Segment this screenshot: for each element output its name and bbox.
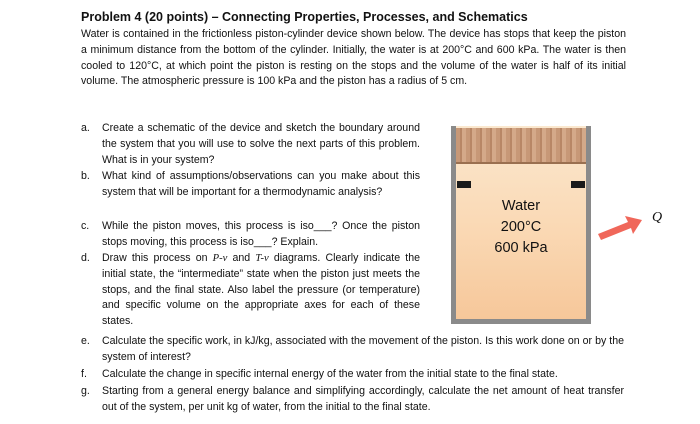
heat-q-label: Q	[652, 210, 663, 225]
tv-symbol: T-v	[255, 253, 269, 264]
cylinder-wall-left	[451, 126, 456, 324]
piston-cylinder-figure	[441, 126, 666, 326]
piston	[456, 128, 586, 164]
stop-left	[457, 181, 471, 188]
water-label-line2: 200°C	[500, 219, 542, 235]
pv-symbol: P-v	[212, 253, 228, 264]
water-label-line1: Water	[501, 198, 541, 214]
question-text: Starting from a general energy balance and simplifying accordingly, calculate the net amount of heat transfer out of the system, per unit kg of water, from the initial to the final state.	[102, 385, 624, 413]
water-label-line3: 600 kPa	[494, 240, 548, 256]
question-label: e.	[81, 335, 90, 347]
question-text-pre: Draw this process on	[102, 252, 213, 264]
problem-intro: Water is contained in the frictionless piston-cylinder device shown below. The device has stops that keep the piston a minimum distance from the bottom of the cylinder. Initially, the water is at 200°C and 600 kPa. The water is then cooled to 120°C, at which point the piston is resting on the stops and the volume of the water is half of its initial volume. The atmospheric pressure is 100 kPa and the piston has a radius of 5 cm.	[81, 28, 626, 88]
question-text	[102, 251, 420, 330]
stop-right	[571, 181, 585, 188]
question-text-post: diagrams. Clearly indicate the initial state, the “intermediate” state when the piston just meets the stops, and the final state. Also label the pressure (or temperature) and specific volume on the appropriate axes for each of these states.	[102, 252, 420, 328]
question-label: c.	[81, 220, 90, 232]
heat-transfer-arrow-icon	[596, 212, 646, 242]
question-text: Create a schematic of the device and sketch the boundary around the system that you will use to solve the next parts of this problem. What is in your system?	[102, 122, 420, 166]
water-state-label	[481, 196, 561, 259]
question-text-mid: and	[227, 252, 256, 264]
question-label: d.	[81, 252, 90, 264]
problem-title: Problem 4 (20 points) – Connecting Properties, Processes, and Schematics	[81, 10, 528, 24]
question-text: Calculate the specific work, in kJ/kg, associated with the movement of the piston. Is this work done on or by the system of interest?	[102, 335, 624, 363]
cylinder-bottom	[451, 319, 591, 324]
question-text: While the piston moves, this process is iso___? Once the piston stops moving, this process is iso___? Explain.	[102, 220, 420, 248]
cylinder-wall-right	[586, 126, 591, 324]
question-text: What kind of assumptions/observations can you make about this system that will be important for a thermodynamic analysis?	[102, 170, 420, 198]
question-label: f.	[81, 368, 87, 380]
question-label: g.	[81, 385, 90, 397]
question-label: a.	[81, 122, 90, 134]
question-label: b.	[81, 170, 90, 182]
question-text: Calculate the change in specific internal energy of the water from the initial state to the final state.	[102, 368, 558, 380]
